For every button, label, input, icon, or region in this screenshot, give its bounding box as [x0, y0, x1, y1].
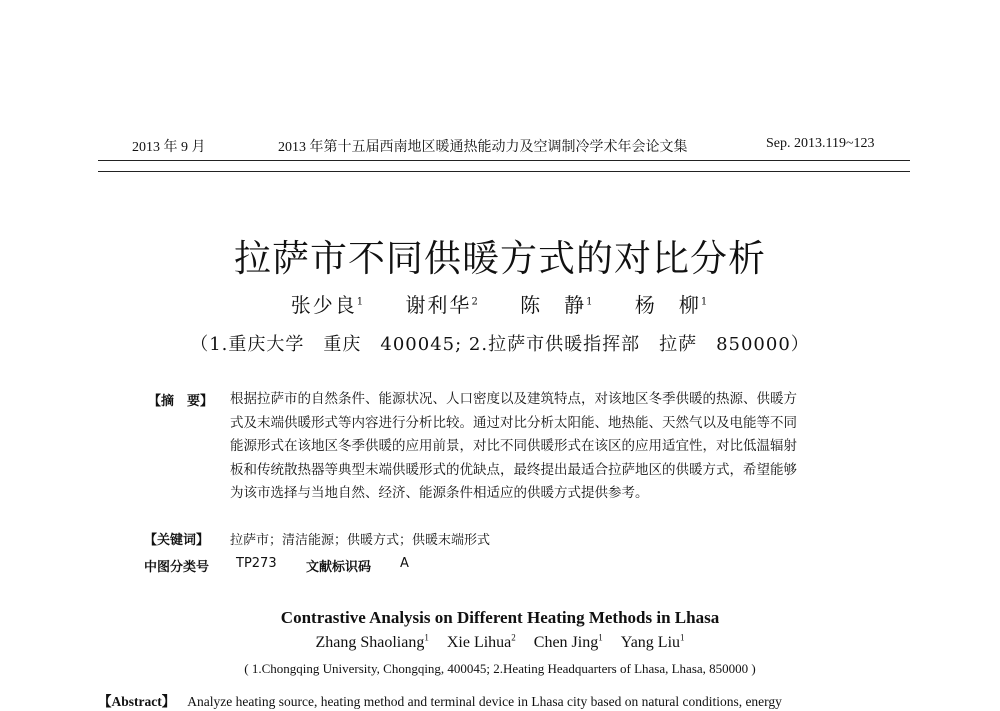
english-author-name: Xie Lihua — [446, 634, 512, 652]
author-name: 张少良 — [290, 293, 357, 317]
classification-label: 中图分类号 — [144, 560, 210, 575]
author-affil-mark: 1 — [356, 296, 366, 308]
english-affiliation: ( 1.Chongqing University, Chongqing, 400045; 2.Heating Headquarters of Lhasa, Lhasa, 850000 ) — [244, 661, 756, 676]
author — [520, 293, 594, 317]
header-rule-bottom — [98, 171, 910, 172]
author-affil-mark: 1 — [586, 296, 595, 308]
author-name: 陈 静 — [520, 293, 587, 317]
abstract-line: 板和传统散热器等典型末端供暖形式的优缺点，最终提出最适合拉萨地区的供暖方式，希望能够 — [230, 461, 797, 478]
doc-code-value: A — [400, 556, 409, 571]
abstract-line: 能源形式在该地区冬季供暖的应用前景，对比不同供暖形式在该区的应用适宜性，对比低温辐射 — [230, 438, 797, 454]
author-list — [0, 289, 1000, 318]
english-author-name: Zhang Shaoliang — [315, 634, 425, 652]
affiliation: （1.重庆大学 重庆 400045; 2.拉萨市供暖指挥部 拉萨 850000） — [190, 334, 810, 355]
author-name: 杨 柳 — [634, 293, 701, 317]
keywords-label: 【关键词】 — [144, 533, 210, 548]
author — [291, 293, 365, 317]
english-author-name: Chen Jing — [533, 634, 599, 652]
author — [405, 293, 479, 317]
doc-code-label: 文献标识码 — [306, 560, 372, 575]
header-rule-top — [98, 160, 910, 161]
abstract-body — [230, 388, 885, 506]
paper-title: 拉萨市不同供暖方式的对比分析 — [234, 237, 766, 280]
abstract-line: 根据拉萨市的自然条件、能源状况、人口密度以及建筑特点，对该地区冬季供暖的热源、供暖方 — [230, 391, 797, 407]
author — [635, 293, 709, 317]
english-author-name: Yang Liu — [620, 634, 681, 652]
english-abstract-text: Analyze heating source, heating method and terminal device in Lhasa city based on natural conditions, energy — [187, 694, 782, 709]
english-author — [621, 634, 685, 651]
abstract-line: 式及末端供暖形式等内容进行分析比较。通过对比分析太阳能、地热能、天然气以及电能等不同 — [230, 414, 797, 431]
abstract-line: 为该市选择与当地自然、经济、能源条件相适应的供暖方式提供参考。 — [230, 485, 649, 501]
author-name: 谢利华 — [405, 293, 472, 317]
abstract-label: 【摘 要】 — [148, 394, 214, 409]
english-author — [534, 634, 603, 651]
english-author-affil-mark: 1 — [598, 633, 603, 643]
english-author-affil-mark: 1 — [424, 633, 429, 643]
author-affil-mark: 2 — [471, 296, 480, 308]
keywords-value: 拉萨市；清洁能源；供暖方式；供暖末端形式 — [230, 533, 491, 548]
classification-value: TP273 — [236, 556, 277, 571]
header-pages: Sep. 2013.119~123 — [766, 136, 875, 151]
english-abstract-label: 【Abstract】 — [98, 694, 176, 709]
header-journal: 2013 年第十五届西南地区暖通热能动力及空调制冷学术年会论文集 — [278, 140, 688, 155]
header-date: 2013 年 9 月 — [132, 140, 206, 155]
english-author — [447, 634, 516, 651]
english-author — [315, 634, 428, 651]
english-author-list — [0, 633, 1000, 652]
english-author-affil-mark: 2 — [511, 633, 516, 643]
english-author-affil-mark: 1 — [680, 633, 685, 643]
english-title: Contrastive Analysis on Different Heating Methods in Lhasa — [280, 608, 720, 627]
author-affil-mark: 1 — [700, 296, 710, 308]
english-abstract — [98, 690, 782, 710]
